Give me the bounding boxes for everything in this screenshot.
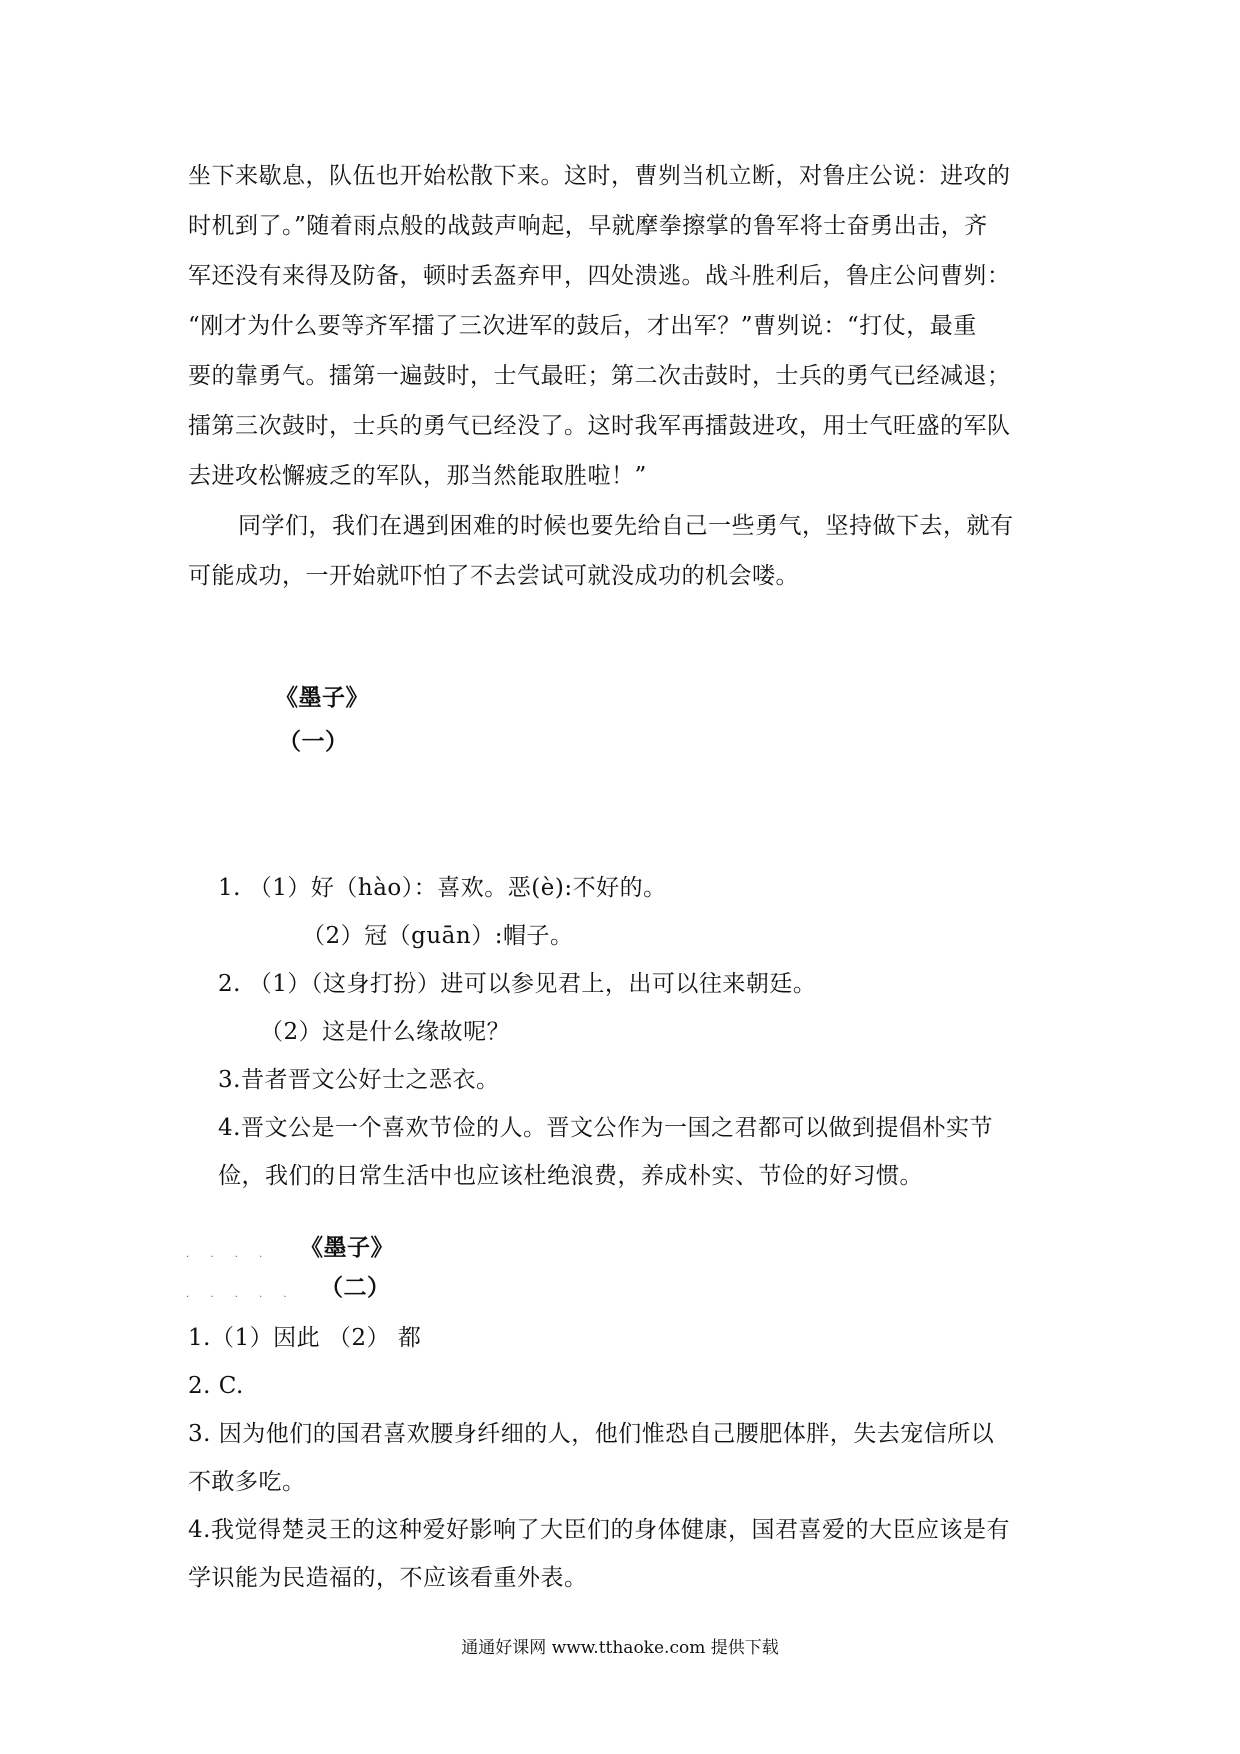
section2-answer-1: 1.（1）因此 （2） 都: [188, 1325, 422, 1351]
decorative-dots-1: . . . .: [186, 1249, 272, 1260]
section2-answer-2: 2. C.: [188, 1373, 244, 1399]
section1-answer-1b: （2）冠（guān）:帽子。: [302, 923, 574, 949]
passage-line-7: 去进攻松懈疲乏的军队，那当然能取胜啦！”: [188, 463, 647, 489]
section1-answer-2b: （2）这是什么缘故呢？: [260, 1019, 511, 1045]
section1-answer-1: 1. （1）好（hào）：喜欢。恶(è):不好的。: [218, 875, 667, 901]
passage-line-8: 同学们，我们在遇到困难的时候也要先给自己一些勇气，坚持做下去，就有: [238, 513, 1014, 539]
section2-title: 《墨子》: [300, 1234, 394, 1261]
section2-answer-3: 3. 因为他们的国君喜欢腰身纤细的人，他们惟恐自己腰肥体胖，失去宠信所以: [188, 1421, 995, 1447]
passage-line-1: 坐下来歇息，队伍也开始松散下来。这时，曹刿当机立断，对鲁庄公说：进攻的: [188, 163, 1011, 189]
section1-answer-3: 3.昔者晋文公好士之恶衣。: [218, 1067, 500, 1093]
section1-answer-4b: 俭，我们的日常生活中也应该杜绝浪费，养成朴实、节俭的好习惯。: [218, 1163, 923, 1189]
passage-line-6: 擂第三次鼓时，士兵的勇气已经没了。这时我军再擂鼓进攻，用士气旺盛的军队: [188, 413, 1011, 439]
decorative-dots-2: . . . . .: [186, 1289, 296, 1300]
section2-subtitle: （二）: [320, 1274, 391, 1301]
section1-title: 《墨子》: [275, 684, 369, 711]
section1-answer-4: 4.晋文公是一个喜欢节俭的人。晋文公作为一国之君都可以做到提倡朴实节: [218, 1115, 993, 1141]
passage-line-3: 军还没有来得及防备，顿时丢盔弃甲，四处溃逃。战斗胜利后，鲁庄公问曹刿：: [188, 263, 1011, 289]
passage-line-2: 时机到了。”随着雨点般的战鼓声响起，早就摩拳擦掌的鲁军将士奋勇出击，齐: [188, 213, 988, 239]
passage-line-4: “刚才为什么要等齐军擂了三次进军的鼓后，才出军？”曹刿说：“打仗，最重: [188, 313, 977, 339]
footer-credit: 通通好课网 www.tthaoke.com 提供下载: [461, 1638, 779, 1658]
section2-answer-4b: 学识能为民造福的，不应该看重外表。: [188, 1565, 588, 1591]
section1-answer-2: 2. （1）（这身打扮）进可以参见君上，出可以往来朝廷。: [218, 971, 817, 997]
section2-answer-4: 4.我觉得楚灵王的这种爱好影响了大臣们的身体健康，国君喜爱的大臣应该是有: [188, 1517, 1010, 1543]
passage-line-5: 要的靠勇气。擂第一遍鼓时，士气最旺；第二次击鼓时，士兵的勇气已经减退；: [188, 363, 1011, 389]
section2-answer-3b: 不敢多吃。: [188, 1469, 306, 1495]
section1-subtitle: （一）: [278, 728, 349, 755]
passage-line-9: 可能成功，一开始就吓怕了不去尝试可就没成功的机会喽。: [188, 563, 799, 589]
